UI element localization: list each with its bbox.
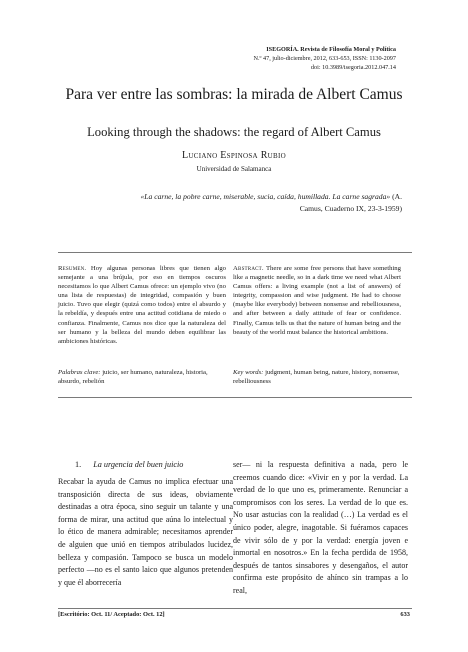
author-name: Luciano Espinosa Rubio (182, 150, 286, 161)
divider-top (58, 252, 412, 253)
page-number: 633 (400, 611, 410, 618)
keywords-es-label: Palabras clave: (58, 369, 101, 376)
article-title-en: Looking through the shadows: the regard of Albert Camus (87, 125, 381, 139)
abstract-es-text: Hoy algunas personas libres que tienen algo semejante a una brújula, por eso en tiempos oscuros necesitamos lo que Albert Camus ofrece: un ejemplo vivo (no una lista de respuestas) de integridad, compasión y buen juicio. Tuvo que elegir (quizá como todos) entre el absurdo y la rebeldía, y después entre una actitud cotidiana de miedo o confianza. Finalmente, Camus nos dice que la naturaleza del ser humano y la belleza del mundo deben equilibrar las ambiciones históricas. (58, 265, 227, 345)
abstract-en-text: There are some free persons that have something like a magnetic needle, so in a dark time we need what Albert Camus offers: a living example (not a list of answers) of integrity, compassion and wise judgment. He had to choose (maybe like everybody) between nonsense and rebelliousness, and after between a daily attitude of fear or confidence. Finally, Camus tells us that the nature of human being and the beauty of the world must balance the historical ambitions. (233, 265, 401, 336)
body-paragraph-right: ser— ni la respuesta definitiva a nada, pero le creemos cuando dice: «Vivir en y por la verdad. La verdad de lo que uno es, primeramente. Renunciar a compromisos con los seres. La verdad de lo que es. No usar astucias con la realidad (…) La verdad es el único poder, alegre, inagotable. Si fuéramos capaces de vivir sólo de y por la verdad: energía joven e inmortal en nosotros.» En la fecha perdida de 1958, después de tantos sinsabores y desengaños, el autor confirma este propósito de ahínco sin trampas a lo real, (233, 460, 408, 595)
abstract-es-lead: Resumen. (58, 265, 87, 272)
abstract-en (233, 264, 401, 337)
section-title-text: La urgencia del buen juicio (93, 460, 184, 469)
keywords-en (233, 368, 401, 386)
keywords-en-label: Key words: (233, 369, 264, 376)
body-column-left (58, 476, 233, 589)
footer-divider (58, 608, 412, 609)
epigraph-quote: «La carne, la pobre carne, miserable, sucia, caída, humillada. La carne sagrada» (140, 192, 391, 201)
journal-issue: N.º 47, julio-diciembre, 2012, 633-653, ISSN: 1130-2097 (253, 55, 396, 62)
keywords-en-text: judgment, human being, nature, history, nonsense, rebelliousness (233, 369, 400, 386)
epigraph (130, 191, 402, 215)
journal-header (176, 45, 396, 72)
keywords-es (58, 368, 226, 386)
article-title-es: Para ver entre las sombras: la mirada de Albert Camus (65, 86, 403, 103)
body-column-right (233, 459, 408, 598)
divider-bottom (58, 397, 412, 398)
body-paragraph-left: Recabar la ayuda de Camus no implica efectuar una transposición directa de sus ideas, obviamente destinadas a otra época, sino seguir un talante y una forma de mirar, una actitud que aúna lo intelectual y lo ético de manera admirable; necesitamos aprender de alguien que unió en tiempos atribulados lucidez, belleza y compasión. Tampoco se busca un modelo perfecto —no es el santo laico que algunos pretenden y que él aborrecería (58, 477, 233, 587)
journal-name: ISEGORÍA. Revista de Filosofía Moral y Política (266, 46, 396, 53)
author-affiliation: Universidad de Salamanca (196, 165, 272, 173)
abstract-es (58, 264, 226, 346)
section-number: 1. (75, 460, 82, 469)
epigraph-source: (A. Camus, Cuaderno IX, 23-3-1959) (299, 192, 402, 213)
abstract-en-lead: Abstract. (233, 265, 264, 272)
footer-dates: [Escritório: Oct. 11/ Aceptado: Oct. 12] (58, 611, 165, 618)
keywords-es-text: juicio, ser humano, naturaleza, historia, absurdo, rebelión (58, 369, 208, 386)
section-heading (75, 460, 183, 469)
journal-doi: doi: 10.3989/isegoria.2012.047.14 (310, 64, 396, 71)
